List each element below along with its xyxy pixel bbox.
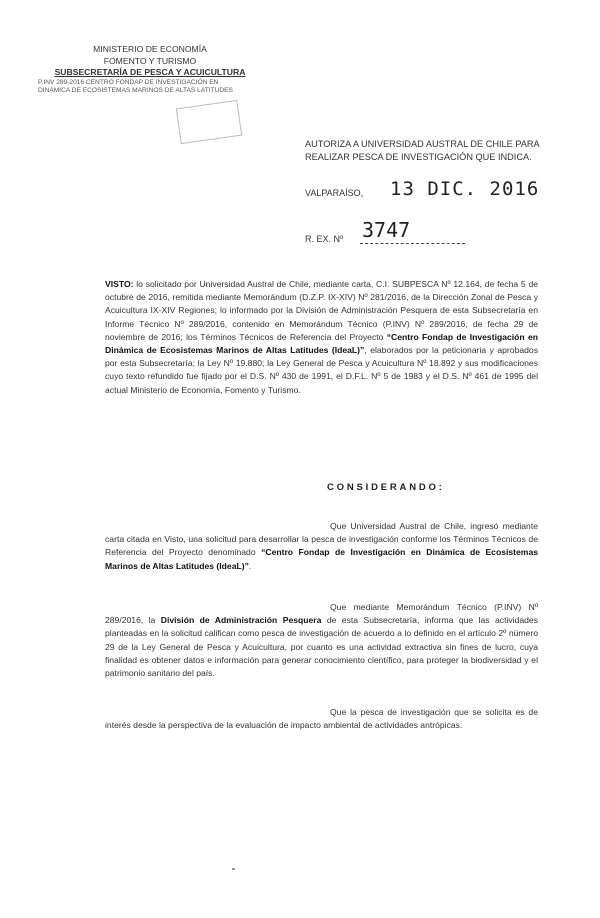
considerando-heading: CONSIDERANDO: <box>327 482 445 493</box>
p1-project-name: “Centro Fondap de Investigación en Dinámica de Ecosistemas Marinos de Altas Latitudes (IdeaL)” <box>105 547 539 571</box>
rex-number: 3747 <box>362 218 411 242</box>
p2-division-name: División de Administración Pesquera <box>160 615 322 626</box>
scan-mark <box>232 868 235 870</box>
p2-text-2: de esta Subsecretaría, informa que las actividades planteadas en la solicitud califican como pesca de investigación de acuerdo a lo definido en el artículo 2º número 29 de la Ley General de Pesca y Acuicultura, por cuanto es una actividad extractiva sin fines de lucro, cuya finalidad es obtener datos e información para generar conocimiento científico, para proteger la biodiversidad y el patrimonio sanitario del país. <box>105 615 538 679</box>
visto-paragraph <box>105 278 538 397</box>
reference-line-2: DINÁMICA DE ECOSISTEMAS MARINOS DE ALTAS LATITUDES <box>38 86 233 94</box>
p1-text-2: . <box>248 560 252 571</box>
visto-text-2: , elaborados por la peticionaria y aprobados por esta Subsecretaría; la Ley Nº 19.880; la Ley General de Pesca y Acuicultura Nº 18.892 y sus modificaciones cuyo texto refundido fue fijado por el D.S. Nº 430 de 1991, el D.F.L. Nº 5 de 1983 y el D.S. Nº 461 de 1995 del actual Ministerio de Economía, Fomento y Turismo. <box>105 345 538 395</box>
ministry-name-2: FOMENTO Y TURISMO <box>103 55 197 66</box>
visto-project-name: “Centro Fondap de Investigación en Dinámica de Ecosistemas Marinos de Altas Latitudes (IdeaL)” <box>105 331 538 356</box>
p1-text-1: Que Universidad Austral de Chile, ingresó mediante carta citada en Visto, una solicitud para desarrollar la pesca de investigación conforme los Términos Técnicos de Referencia del Proyecto denominado <box>105 521 538 558</box>
received-stamp <box>176 100 242 144</box>
considerando-paragraph-3: Que la pesca de investigación que se solicita es de interés desde la perspectiva de la evaluación de impacto ambiental de actividades antrópicas. <box>105 707 538 731</box>
ministry-name: MINISTERIO DE ECONOMÍA <box>93 44 207 54</box>
p2-text-1: Que mediante Memorándum Técnico (P.INV) Nº 289/2016, la <box>105 602 538 626</box>
considerando-paragraph-1 <box>105 520 538 573</box>
visto-label: VISTO: <box>105 279 134 289</box>
resolution-date: 13 DIC. 2016 <box>390 178 540 200</box>
visto-text-1: lo solicitado por Universidad Austral de Chile, mediante carta, C.I. SUBPESCA Nº 12.164, de fecha 5 de octubre de 2016, remitida mediante Memorándum (D.Z.P. IX-XIV) Nº 281/2016, de la Dirección Zonal de Pesca y Acuicultura IX-XIV Regiones; lo informado por la División de Administración Pesquera de esta Subsecretaría en Informe Técnico Nº 289/2016, contenido en Memorándum Técnico (P.INV) Nº 289/2016, de fecha 29 de noviembre de 2016; los Términos Técnicos de Referencia del Proyecto <box>105 279 538 342</box>
rex-underline <box>360 243 465 244</box>
resolution-title: AUTORIZA A UNIVERSIDAD AUSTRAL DE CHILE PARA REALIZAR PESCA DE INVESTIGACIÓN QUE INDICA. <box>305 139 540 162</box>
considerando-paragraph-2 <box>105 601 538 680</box>
rex-label: R. EX. Nº <box>305 234 344 244</box>
place-label: VALPARAÍSO, <box>305 188 364 198</box>
reference-line-1: P.INV 289-2016 CENTRO FONDAP DE INVESTIGACIÓN EN <box>38 78 219 86</box>
letterhead <box>38 44 250 95</box>
subsecretaria-name: SUBSECRETARÍA DE PESCA Y ACUICULTURA <box>54 67 246 77</box>
